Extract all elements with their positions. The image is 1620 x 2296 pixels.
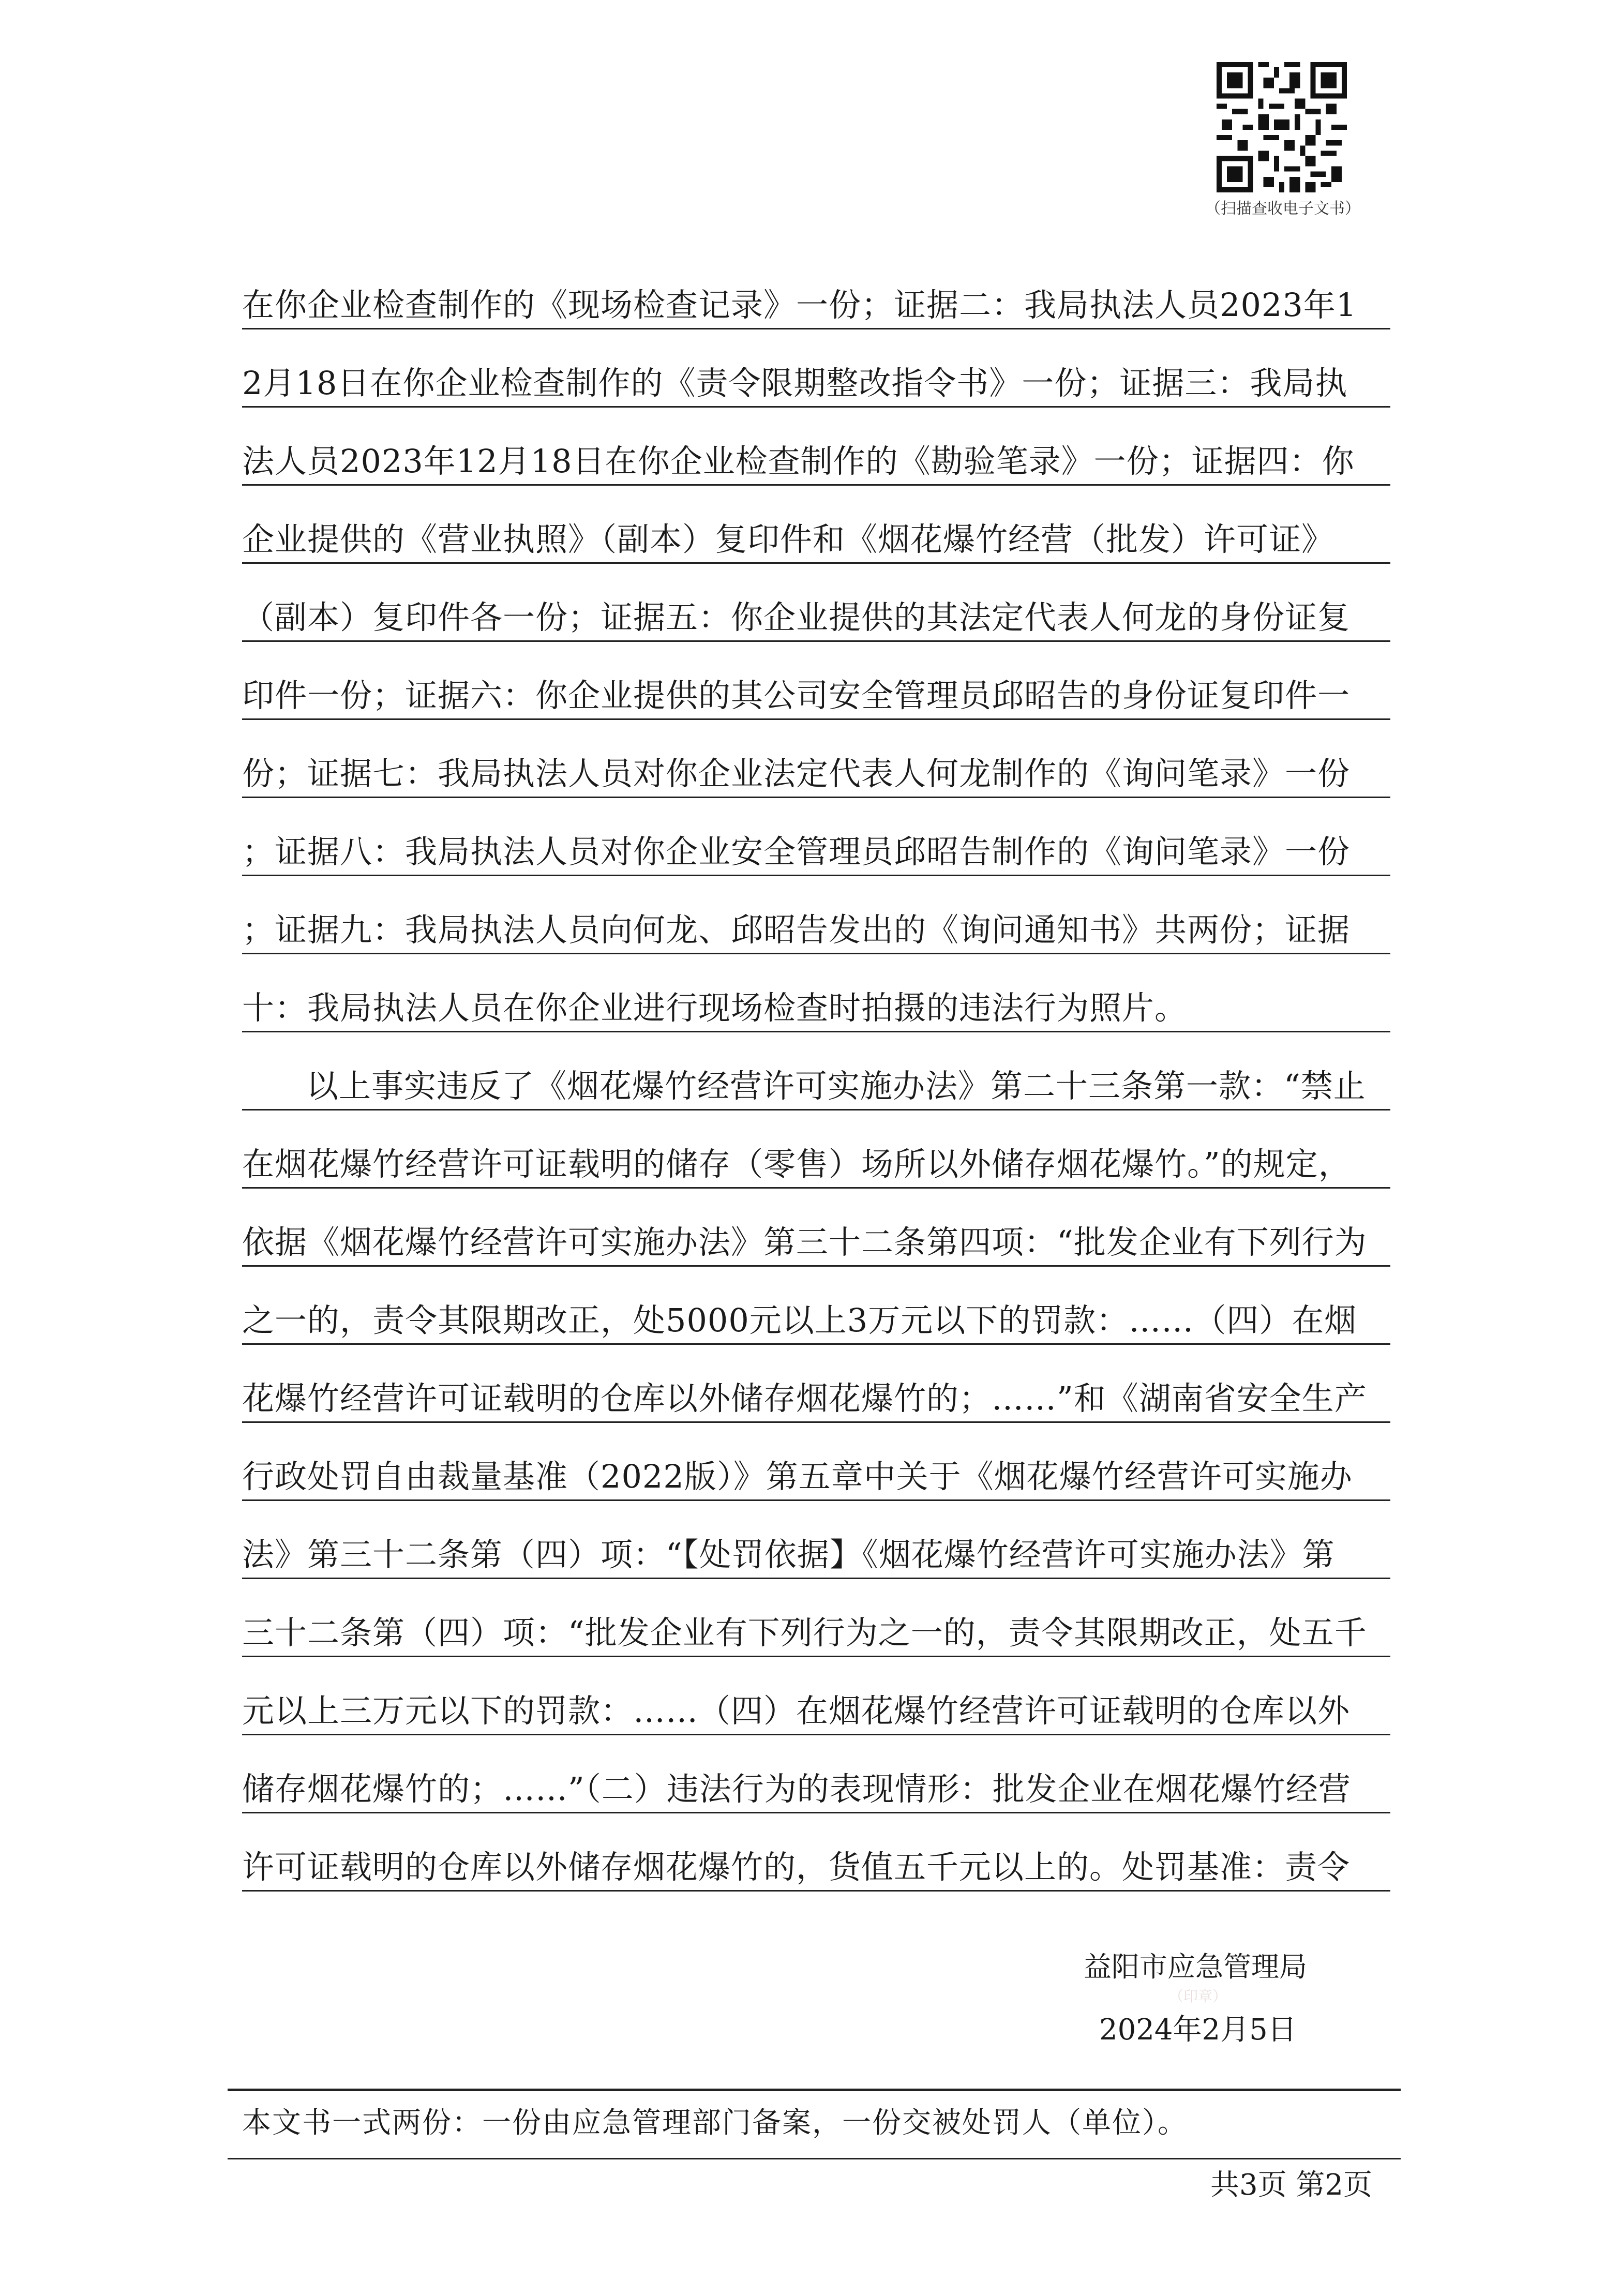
footer-rule-top [228,2089,1401,2091]
basis-line: 法》第三十二条第（四）项：“【处罚依据】《烟花爆竹经营许可实施办法》第 [242,1508,1390,1586]
footer-note: 本文书一式两份：一份由应急管理部门备案，一份交被处罚人（单位）。 [242,2106,1188,2140]
basis-line: 花爆竹经营许可证载明的仓库以外储存烟花爆竹的；……”和《湖南省安全生产 [242,1352,1390,1430]
basis-line: 以上事实违反了《烟花爆竹经营许可实施办法》第二十三条第一款：“禁止 [242,1040,1390,1118]
evidence-line: ；证据八：我局执法人员对你企业安全管理员邱昭告制作的《询问笔录》一份 [242,805,1390,883]
document-body [242,259,1390,1899]
footer-rule-bottom [228,2158,1401,2159]
evidence-line: （副本）复印件各一份；证据五：你企业提供的其法定代表人何龙的身份证复 [242,571,1390,649]
basis-line: 储存烟花爆竹的；……”（二）违法行为的表现情形：批发企业在烟花爆竹经营 [242,1743,1390,1821]
evidence-line: 2月18日在你企业检查制作的《责令限期整改指令书》一份；证据三：我局执 [242,337,1390,415]
page-number: 共3页 第2页 [1210,2168,1373,2202]
seal-mark: （印章） [1169,1988,1227,2005]
basis-line: 在烟花爆竹经营许可证载明的储存（零售）场所以外储存烟花爆竹。”的规定， [242,1118,1390,1196]
basis-line: 三十二条第（四）项：“批发企业有下列行为之一的，责令其限期改正，处五千 [242,1586,1390,1664]
evidence-line: 企业提供的《营业执照》（副本）复印件和《烟花爆竹经营（批发）许可证》 [242,493,1390,571]
issuing-authority: 益阳市应急管理局 [1084,1950,1307,1983]
evidence-line: 印件一份；证据六：你企业提供的其公司安全管理员邱昭告的身份证复印件一 [242,649,1390,727]
basis-line: 元以上三万元以下的罚款：……（四）在烟花爆竹经营许可证载明的仓库以外 [242,1664,1390,1743]
evidence-line: 在你企业检查制作的《现场检查记录》一份；证据二：我局执法人员2023年1 [242,259,1390,337]
basis-line: 许可证载明的仓库以外储存烟花爆竹的，货值五千元以上的。处罚基准：责令 [242,1821,1390,1899]
qr-caption: （扫描查收电子文书） [1205,200,1360,218]
qr-code-icon [1217,62,1347,192]
basis-line: 依据《烟花爆竹经营许可实施办法》第三十二条第四项：“批发企业有下列行为 [242,1196,1390,1274]
evidence-line: 份；证据七：我局执法人员对你企业法定代表人何龙制作的《询问笔录》一份 [242,727,1390,805]
evidence-line: 法人员2023年12月18日在你企业检查制作的《勘验笔录》一份；证据四：你 [242,415,1390,493]
basis-line: 之一的，责令其限期改正，处5000元以上3万元以下的罚款：……（四）在烟 [242,1274,1390,1352]
basis-line: 行政处罚自由裁量基准（2022版）》第五章中关于《烟花爆竹经营许可实施办 [242,1430,1390,1508]
issue-date: 2024年2月5日 [1099,2013,1297,2047]
evidence-line: 十：我局执法人员在你企业进行现场检查时拍摄的违法行为照片。 [242,962,1390,1040]
evidence-line: ；证据九：我局执法人员向何龙、邱昭告发出的《询问通知书》共两份；证据 [242,883,1390,962]
